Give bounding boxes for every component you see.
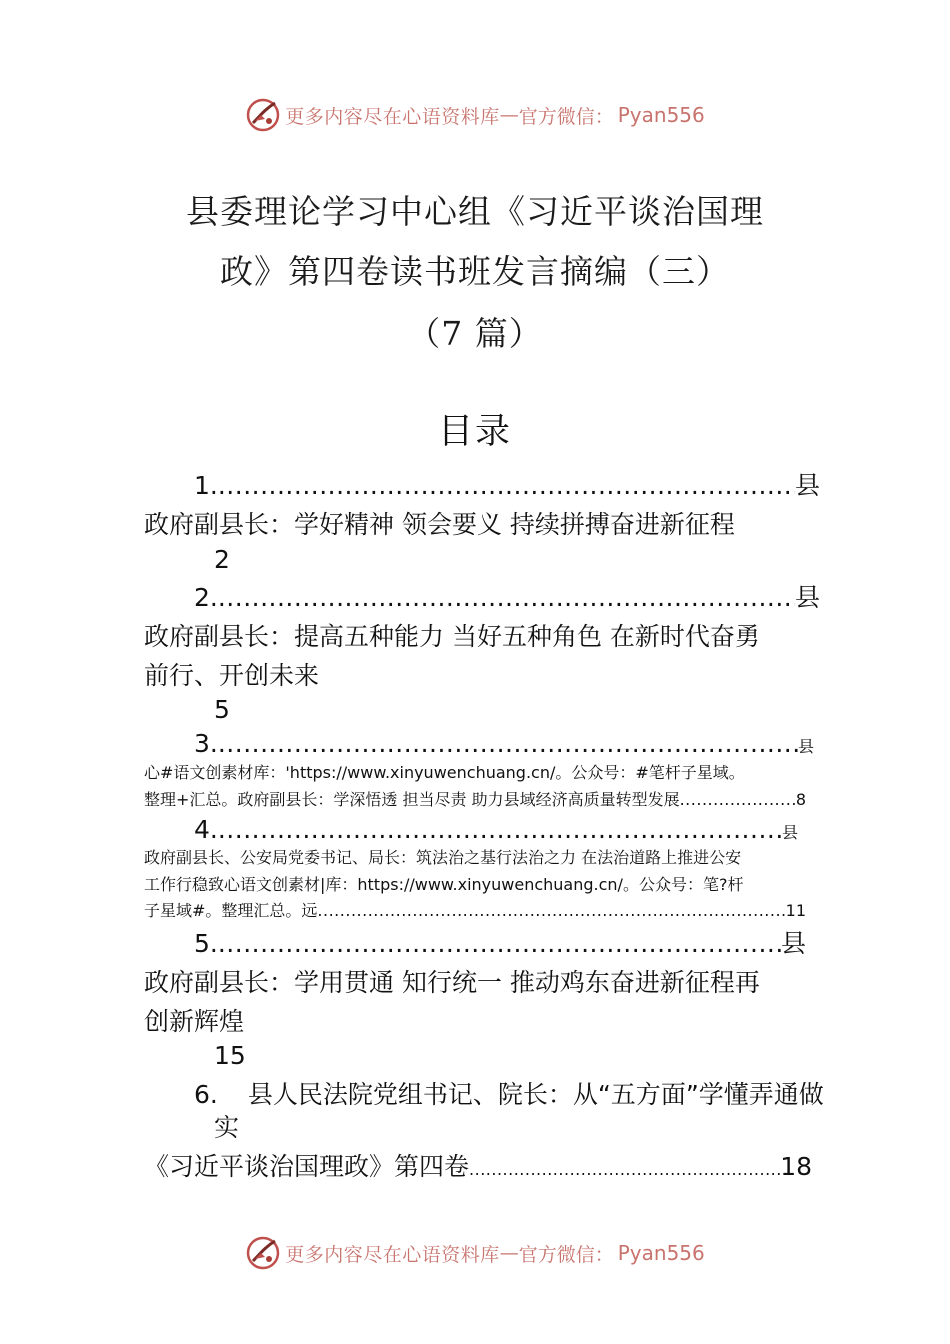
toc-entry-text-row[interactable] [144,898,806,924]
toc-entry-text[interactable]: 实 [214,1113,240,1142]
brush-logo-icon [245,97,281,133]
toc-entry-6[interactable] [194,1077,824,1113]
toc-page-number: 2 [214,545,230,574]
doc-title-line-3: （7 篇） [407,314,543,353]
toc-entry-text-row[interactable] [144,787,806,813]
banner-wechat-id: Pyan556 [617,103,705,127]
toc-entry-text[interactable]: 政府副县长：提高五种能力 当好五种角色 在新时代奋勇 [144,622,760,651]
toc-leader-dots [218,726,798,762]
toc-entry-lead-end: 县 [794,471,820,500]
toc-entry-text: 《习近平谈治国理政》第四卷 [144,1152,470,1181]
toc-leader-dots [218,468,795,504]
toc-entry-lead-end: 县 [797,737,814,756]
toc-leader-dots [218,580,795,616]
toc-entry-2[interactable] [194,580,820,616]
toc-entry-5[interactable] [194,926,806,962]
toc-entry-text[interactable]: 创新辉煌 [144,1007,245,1036]
toc-leader-dots [680,787,796,813]
banner-dash: — [499,1242,519,1264]
toc-entry-text[interactable]: 工作行稳致心语文创素材|库：https://www.xinyuwenchuang.cn/。公众号：笔?杆 [144,875,744,894]
toc-heading: 目录 [437,412,512,452]
toc-page-number: 5 [214,695,230,724]
toc-leader-dots [469,1152,780,1188]
toc-page-number: 18 [780,1152,812,1181]
toc-entry-text[interactable]: 政府副县长、公安局党委书记、局长：筑法治之基行法治之力 在法治道路上推进公安 [144,848,742,867]
toc-entry-text: 整理+汇总。政府副县长：学深悟透 担当尽责 助力县域经济高质量转型发展 [144,790,680,809]
toc-entry-1[interactable] [194,468,820,504]
banner-dash: — [499,104,519,126]
toc-entry-text-row[interactable] [144,1149,812,1188]
toc-entry-text[interactable]: 心#语文创素材库：'https://www.xinyuwenchuang.cn/。公众号：#笔杆子星域。 [144,763,745,782]
doc-title-line-2: 政》第四卷读书班发言摘编（三） [220,252,730,291]
toc-entry-text: 县人民法院党组书记、院长：从“五方面”学懂弄通做 [247,1080,824,1109]
toc-entry-lead-end: 县 [781,823,798,842]
banner-brand-text: 更多内容尽在心语资料库 [285,105,500,128]
toc-entry-number: 4. [194,815,218,844]
toc-page-number: 15 [214,1041,246,1070]
toc-page-number: 8 [795,790,806,809]
toc-leader-dots [218,812,782,848]
toc-entry-number: 5. [194,929,218,958]
toc-entry-number: 1. [194,471,218,500]
toc-page-number: 11 [785,901,806,920]
toc-entry-text: 子星域#。整理汇总。远 [144,901,318,920]
toc-entry-lead-end: 县 [780,929,806,958]
toc-entry-number: 2. [194,583,218,612]
toc-entry-number: 6. [194,1080,218,1109]
toc-entry-text[interactable]: 政府副县长：学好精神 领会要义 持续拼搏奋进新征程 [144,510,735,539]
banner-wechat-label: 官方微信： [518,1243,614,1266]
header-banner [0,95,950,135]
banner-brand-text: 更多内容尽在心语资料库 [285,1243,500,1266]
toc-leader-dots [317,898,785,924]
toc-entry-text[interactable]: 前行、开创未来 [144,661,320,690]
toc-entry-lead-end: 县 [794,583,820,612]
banner-wechat-label: 官方微信： [518,105,614,128]
toc-entry-number: 3. [194,729,218,758]
brush-logo-icon [245,1235,281,1271]
toc-leader-dots [218,926,781,962]
doc-title-line-1: 县委理论学习中心组《习近平谈治国理 [186,192,764,231]
toc-entry-text[interactable]: 政府副县长：学用贯通 知行统一 推动鸡东奋进新征程再 [144,968,760,997]
footer-banner [0,1233,950,1273]
banner-wechat-id: Pyan556 [617,1241,705,1265]
